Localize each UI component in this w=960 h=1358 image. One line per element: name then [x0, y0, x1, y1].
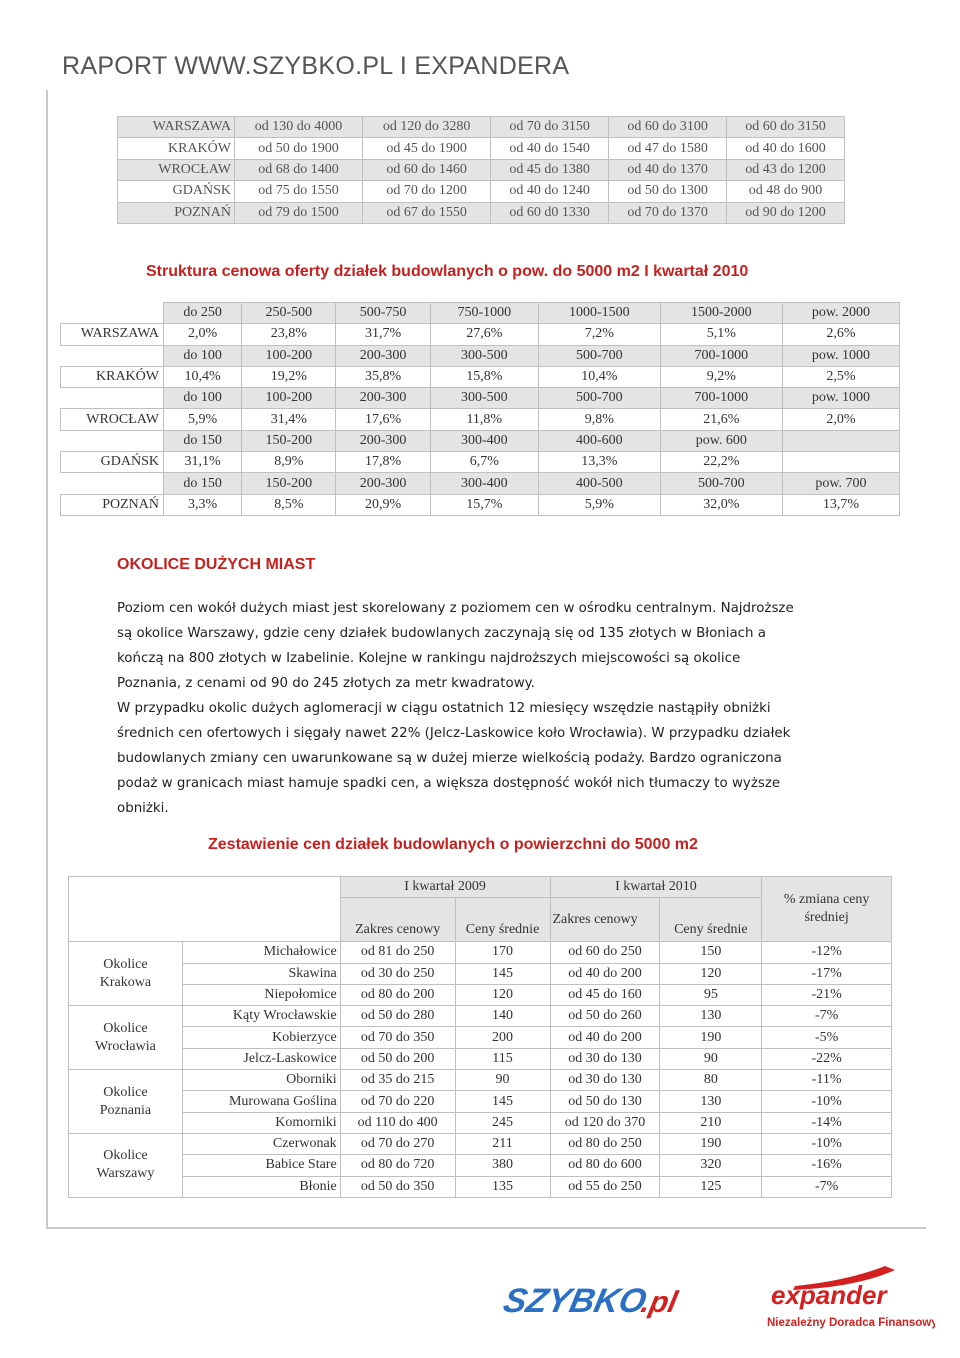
table2-range: pow. 1000 [782, 345, 899, 366]
table2-value: 10,4% [538, 366, 660, 387]
expander-logo-text: expander [771, 1280, 887, 1310]
table2-value: 23,8% [242, 324, 336, 345]
table3-cell: 125 [660, 1176, 762, 1197]
table2-range-row [61, 303, 900, 324]
table3-cell: od 120 do 370 [550, 1112, 660, 1133]
table2-value: 5,9% [538, 494, 660, 515]
table3-town: Kobierzyce [182, 1027, 340, 1048]
table1-city: WARSZAWA [118, 117, 235, 138]
table2-value: 31,1% [164, 452, 242, 473]
table3-cell: od 70 do 350 [340, 1027, 455, 1048]
table3-row [69, 1006, 892, 1027]
table3-row [69, 1155, 892, 1176]
table2-value: 8,9% [242, 452, 336, 473]
table2-value-row [61, 366, 900, 387]
table3-town: Czerwonak [182, 1133, 340, 1154]
table3-cell: od 40 do 200 [550, 963, 660, 984]
table3-row [69, 1048, 892, 1069]
table2-value: 6,7% [430, 452, 538, 473]
okolice-text-line: średnich cen ofertowych i sięgały nawet 22% (Jelcz-Laskowice koło Wrocławia). W przypadku działek [117, 726, 791, 741]
table3-cell: -5% [762, 1027, 892, 1048]
table3-cell: 150 [660, 942, 762, 963]
table2-range: 200-300 [336, 430, 430, 451]
table2-value: 31,7% [336, 324, 430, 345]
table2-range: 200-300 [336, 473, 430, 494]
table1-cell: od 130 do 4000 [235, 117, 363, 138]
table3-cell: od 35 do 215 [340, 1070, 455, 1091]
table2-range: 100-200 [242, 388, 336, 409]
table3-cell: 210 [660, 1112, 762, 1133]
table3-col-avg-2009: Ceny średnie [455, 898, 550, 942]
szybko-logo-domain: .pl [638, 1286, 681, 1319]
table1-cell: od 45 do 1900 [363, 138, 491, 159]
table3-cell: -21% [762, 984, 892, 1005]
table2-value: 2,0% [164, 324, 242, 345]
table2-range: 1000-1500 [538, 303, 660, 324]
table1-cell: od 43 do 1200 [727, 159, 845, 180]
table1-row [118, 138, 845, 159]
table2-range: 150-200 [242, 430, 336, 451]
price-structure-title: Struktura cenowa oferty działek budowlanych o pow. do 5000 m2 I kwartał 2010 [146, 263, 749, 280]
table2-empty-cell [61, 430, 164, 451]
table2-range: 1500-2000 [660, 303, 782, 324]
table2-range-row [61, 388, 900, 409]
table2-value: 13,7% [782, 494, 899, 515]
table1-cell: od 47 do 1580 [609, 138, 727, 159]
table2-city: POZNAŃ [61, 494, 164, 515]
table3-cell: 145 [455, 1091, 550, 1112]
table3-region: Okolice Krakowa [69, 942, 183, 1006]
table2-range: 200-300 [336, 345, 430, 366]
table1-cell: od 67 do 1550 [363, 202, 491, 223]
table2-value-row [61, 409, 900, 430]
table2-value: 9,8% [538, 409, 660, 430]
szybko-logo-text: SZYBKO [500, 1282, 650, 1320]
table2-range: 300-400 [430, 430, 538, 451]
table2-range: 750-1000 [430, 303, 538, 324]
table2-value: 11,8% [430, 409, 538, 430]
table3-cell: od 40 do 200 [550, 1027, 660, 1048]
table3-period-2009: I kwartał 2009 [340, 877, 550, 898]
table2-empty-cell [61, 303, 164, 324]
table1-row [118, 117, 845, 138]
table2-value: 3,3% [164, 494, 242, 515]
table3-cell: -17% [762, 963, 892, 984]
table2-value: 5,9% [164, 409, 242, 430]
table2-value: 2,0% [782, 409, 899, 430]
table2-range: 250-500 [242, 303, 336, 324]
table1-cell: od 50 do 1300 [609, 181, 727, 202]
table3-cell: -7% [762, 1006, 892, 1027]
table1-cell: od 50 do 1900 [235, 138, 363, 159]
table3-cell: od 30 do 130 [550, 1070, 660, 1091]
table3-town: Błonie [182, 1176, 340, 1197]
table2-value: 17,8% [336, 452, 430, 473]
table1-city: POZNAŃ [118, 202, 235, 223]
table2-range: do 250 [164, 303, 242, 324]
table3-cell: 95 [660, 984, 762, 1005]
table3-cell: 200 [455, 1027, 550, 1048]
table3-cell: 130 [660, 1006, 762, 1027]
table3-cell: od 110 do 400 [340, 1112, 455, 1133]
table2-range: 300-400 [430, 473, 538, 494]
table2-range: 700-1000 [660, 388, 782, 409]
table3-cell: od 80 do 600 [550, 1155, 660, 1176]
table3-row [69, 1176, 892, 1197]
table2-value: 2,6% [782, 324, 899, 345]
okolice-text-line: budowlanych zmiany cen uwarunkowane są w dużej mierze wielkością podaży. Bardzo ograniczona [117, 751, 782, 766]
table2-value: 15,8% [430, 366, 538, 387]
table2-value: 5,1% [660, 324, 782, 345]
table1-cell: od 40 do 1600 [727, 138, 845, 159]
table2-range: 500-700 [538, 345, 660, 366]
table2-value: 2,5% [782, 366, 899, 387]
table1-city: GDAŃSK [118, 181, 235, 202]
table3-town: Michałowice [182, 942, 340, 963]
table3-town: Skawina [182, 963, 340, 984]
table2-range [782, 430, 899, 451]
table3-cell: 211 [455, 1133, 550, 1154]
table2-value: 20,9% [336, 494, 430, 515]
table3-cell: od 81 do 250 [340, 942, 455, 963]
table3-town: Babice Stare [182, 1155, 340, 1176]
table3-cell: od 80 do 720 [340, 1155, 455, 1176]
okolice-text-line: Poziom cen wokół dużych miast jest skorelowany z poziomem cen w ośrodku centralnym. Najdroższe [117, 601, 794, 616]
table1-cell: od 40 do 1370 [609, 159, 727, 180]
table3-cell: -11% [762, 1070, 892, 1091]
okolice-heading: OKOLICE DUŻYCH MIAST [117, 556, 316, 573]
table3-cell: od 70 do 220 [340, 1091, 455, 1112]
table3-cell: od 45 do 160 [550, 984, 660, 1005]
table2-value [782, 452, 899, 473]
table3-cell: od 80 do 200 [340, 984, 455, 1005]
okolice-text-line: Poznania, z cenami od 90 do 245 złotych za metr kwadratowy. [117, 676, 535, 691]
table3-cell: -22% [762, 1048, 892, 1069]
table3-col-avg-2010: Ceny średnie [660, 898, 762, 942]
table1-cell: od 70 do 1200 [363, 181, 491, 202]
table3-col-range-2010: Zakres cenowy [550, 898, 660, 942]
table3-cell: 245 [455, 1112, 550, 1133]
table1-city: WROCŁAW [118, 159, 235, 180]
price-summary-title: Zestawienie cen działek budowlanych o powierzchni do 5000 m2 [208, 836, 698, 853]
okolice-text-line: są okolice Warszawy, gdzie ceny działek budowlanych zaczynają się od 135 złotych w Błoniach a [117, 626, 766, 641]
table1-cell: od 45 do 1380 [491, 159, 609, 180]
table2-city: WROCŁAW [61, 409, 164, 430]
table3-col-range-2009: Zakres cenowy [340, 898, 455, 942]
table3-cell: od 55 do 250 [550, 1176, 660, 1197]
table2-value: 8,5% [242, 494, 336, 515]
table3-town: Niepołomice [182, 984, 340, 1005]
table2-range-row [61, 430, 900, 451]
table3-cell: 190 [660, 1133, 762, 1154]
table1-cell: od 60 do 1460 [363, 159, 491, 180]
table3-cell: 190 [660, 1027, 762, 1048]
table2-value-row [61, 494, 900, 515]
table2-range: 300-500 [430, 388, 538, 409]
price-structure-table [60, 302, 900, 516]
table2-value: 31,4% [242, 409, 336, 430]
table2-value: 7,2% [538, 324, 660, 345]
table3-cell: 130 [660, 1091, 762, 1112]
table1-cell: od 90 do 1200 [727, 202, 845, 223]
table3-period-2010: I kwartał 2010 [550, 877, 762, 898]
expander-logo [765, 1264, 935, 1339]
expander-tagline: Niezależny Doradca Finansowy [767, 1317, 935, 1329]
table3-row [69, 1133, 892, 1154]
bottom-divider-line [46, 1227, 926, 1229]
table1-cell: od 48 do 900 [727, 181, 845, 202]
table1-cell: od 120 do 3280 [363, 117, 491, 138]
table2-range-row [61, 473, 900, 494]
table3-cell: 380 [455, 1155, 550, 1176]
table2-range-row [61, 345, 900, 366]
table2-value-row [61, 452, 900, 473]
table2-range: pow. 1000 [782, 388, 899, 409]
table3-row [69, 1112, 892, 1133]
table1-city: KRAKÓW [118, 138, 235, 159]
table2-city: GDAŃSK [61, 452, 164, 473]
table3-cell: 115 [455, 1048, 550, 1069]
table1-cell: od 75 do 1550 [235, 181, 363, 202]
table2-value: 32,0% [660, 494, 782, 515]
table3-cell: 90 [660, 1048, 762, 1069]
price-summary-table [68, 876, 892, 1198]
table3-town: Oborniki [182, 1070, 340, 1091]
table3-cell: od 70 do 270 [340, 1133, 455, 1154]
table3-cell: 170 [455, 942, 550, 963]
table3-cell: od 50 do 130 [550, 1091, 660, 1112]
table3-cell: 320 [660, 1155, 762, 1176]
table2-empty-cell [61, 345, 164, 366]
okolice-paragraph [117, 596, 857, 821]
table3-cell: od 50 do 280 [340, 1006, 455, 1027]
table3-row [69, 1027, 892, 1048]
table2-range: 400-600 [538, 430, 660, 451]
table2-value: 17,6% [336, 409, 430, 430]
okolice-text-line: podaż w granicach miast hamuje spadki cen, a większa dostępność wokół nich tłumaczy to wyższe [117, 776, 781, 791]
page-header-title: RAPORT WWW.SZYBKO.PL I EXPANDERA [62, 52, 570, 80]
table2-value: 13,3% [538, 452, 660, 473]
table2-range: 500-750 [336, 303, 430, 324]
table1-cell: od 79 do 1500 [235, 202, 363, 223]
table3-cell: od 80 do 250 [550, 1133, 660, 1154]
table1-row [118, 159, 845, 180]
table3-region: Okolice Poznania [69, 1070, 183, 1134]
table1-cell: od 60 do 3150 [727, 117, 845, 138]
table3-cell: -10% [762, 1133, 892, 1154]
table3-cell: 120 [455, 984, 550, 1005]
table2-range: 200-300 [336, 388, 430, 409]
table3-town: Kąty Wrocławskie [182, 1006, 340, 1027]
table3-cell: 90 [455, 1070, 550, 1091]
table3-cell: 145 [455, 963, 550, 984]
table2-range: 500-700 [538, 388, 660, 409]
table2-range: do 150 [164, 473, 242, 494]
table3-cell: od 50 do 260 [550, 1006, 660, 1027]
table3-region: Okolice Warszawy [69, 1133, 183, 1197]
table1-cell: od 70 do 3150 [491, 117, 609, 138]
table3-region: Okolice Wrocławia [69, 1006, 183, 1070]
table3-cell: 135 [455, 1176, 550, 1197]
table1-cell: od 70 do 1370 [609, 202, 727, 223]
table2-value: 22,2% [660, 452, 782, 473]
table2-range: 700-1000 [660, 345, 782, 366]
table2-value: 19,2% [242, 366, 336, 387]
table3-corner [69, 877, 341, 942]
table2-value: 9,2% [660, 366, 782, 387]
table2-city: WARSZAWA [61, 324, 164, 345]
table2-value: 10,4% [164, 366, 242, 387]
table3-row [69, 963, 892, 984]
table3-cell: 140 [455, 1006, 550, 1027]
table2-empty-cell [61, 473, 164, 494]
table2-range: do 150 [164, 430, 242, 451]
table3-row [69, 1070, 892, 1091]
table1-cell: od 60 d0 1330 [491, 202, 609, 223]
table3-cell: -14% [762, 1112, 892, 1133]
table2-value: 35,8% [336, 366, 430, 387]
table2-range: 400-500 [538, 473, 660, 494]
table1-cell: od 40 do 1240 [491, 181, 609, 202]
okolice-text-line: obniżki. [117, 801, 169, 816]
table2-value-row [61, 324, 900, 345]
table2-value: 27,6% [430, 324, 538, 345]
table2-value: 15,7% [430, 494, 538, 515]
table2-empty-cell [61, 388, 164, 409]
table2-range: 150-200 [242, 473, 336, 494]
table2-value: 21,6% [660, 409, 782, 430]
table2-range: pow. 600 [660, 430, 782, 451]
table1-row [118, 202, 845, 223]
table3-cell: od 50 do 350 [340, 1176, 455, 1197]
left-divider-line [46, 90, 48, 1228]
table3-town: Komorniki [182, 1112, 340, 1133]
table2-range: do 100 [164, 345, 242, 366]
table3-col-change: % zmiana ceny średniej [762, 877, 892, 942]
table3-cell: od 30 do 250 [340, 963, 455, 984]
table2-range: 500-700 [660, 473, 782, 494]
table3-row [69, 1091, 892, 1112]
price-range-table [117, 116, 845, 224]
table3-cell: od 50 do 200 [340, 1048, 455, 1069]
table3-cell: od 30 do 130 [550, 1048, 660, 1069]
table1-cell: od 40 do 1540 [491, 138, 609, 159]
table3-cell: -7% [762, 1176, 892, 1197]
table3-town: Murowana Goślina [182, 1091, 340, 1112]
table3-row [69, 984, 892, 1005]
table2-range: pow. 700 [782, 473, 899, 494]
table2-city: KRAKÓW [61, 366, 164, 387]
table3-cell: -12% [762, 942, 892, 963]
table1-row [118, 181, 845, 202]
table1-cell: od 68 do 1400 [235, 159, 363, 180]
table2-range: 100-200 [242, 345, 336, 366]
table2-range: pow. 2000 [782, 303, 899, 324]
table2-range: do 100 [164, 388, 242, 409]
table3-row [69, 942, 892, 963]
szybko-logo [495, 1278, 715, 1327]
table2-range: 300-500 [430, 345, 538, 366]
table3-cell: -10% [762, 1091, 892, 1112]
table3-cell: 80 [660, 1070, 762, 1091]
okolice-text-line: kończą na 800 złotych w Izabelinie. Kolejne w rankingu najdroższych miejscowości są okolice [117, 651, 741, 666]
table1-cell: od 60 do 3100 [609, 117, 727, 138]
table3-cell: 120 [660, 963, 762, 984]
table3-cell: -16% [762, 1155, 892, 1176]
table3-cell: od 60 do 250 [550, 942, 660, 963]
table3-town: Jelcz-Laskowice [182, 1048, 340, 1069]
okolice-text-line: W przypadku okolic dużych aglomeracji w ciągu ostatnich 12 miesięcy wszędzie nastąpiły obniżki [117, 701, 771, 716]
